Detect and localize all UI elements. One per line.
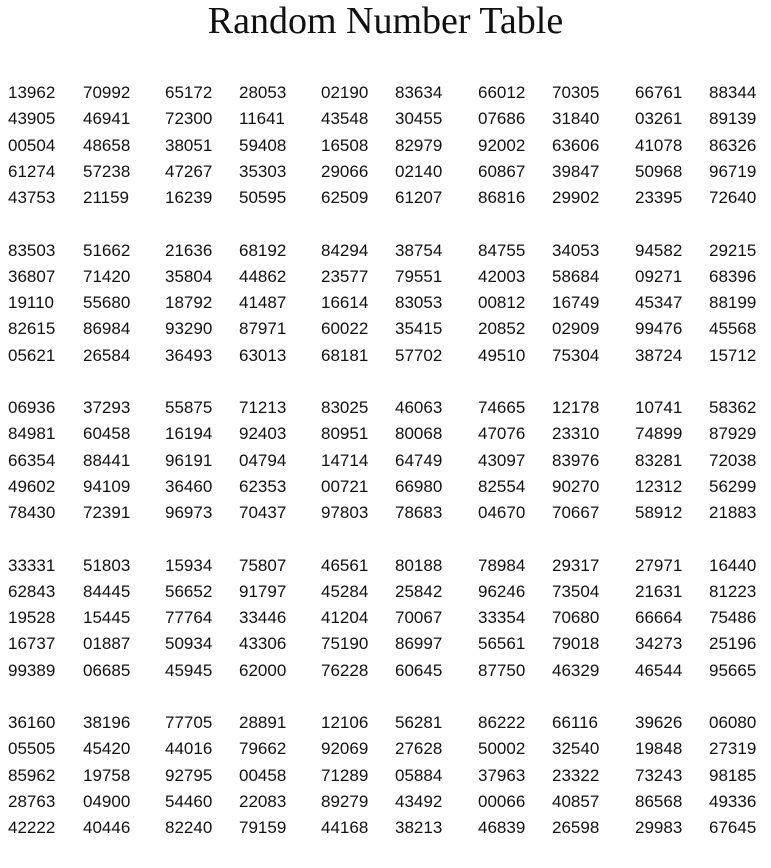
number-block [0,553,771,711]
number-block [0,238,771,396]
number-cell: 21631 [635,581,683,601]
number-row [0,736,771,762]
number-cell: 45945 [165,660,213,680]
number-cell: 61207 [395,188,443,208]
number-cell: 62353 [239,476,287,496]
number-cell: 04670 [478,503,526,523]
number-cell: 00504 [8,135,56,155]
number-cell: 12106 [321,713,369,732]
number-cell: 38051 [165,135,213,155]
number-cell: 88441 [83,450,131,470]
number-cell: 28053 [239,83,287,102]
number-cell: 13962 [8,83,56,102]
number-cell: 50934 [165,634,213,654]
number-cell: 73504 [552,581,600,601]
number-cell: 78430 [8,503,56,523]
number-row [0,474,771,500]
number-cell: 55680 [83,293,131,313]
number-cell: 21636 [165,240,213,260]
number-cell: 25196 [709,634,757,654]
number-cell: 12178 [552,398,600,417]
number-cell: 58362 [709,398,757,417]
number-cell: 41487 [239,293,287,313]
number-cell: 03261 [635,109,683,129]
number-row [0,631,771,657]
number-block [0,710,771,868]
number-cell: 19758 [83,765,131,785]
number-cell: 40857 [552,791,600,811]
number-cell: 79662 [239,739,287,759]
random-number-table [0,80,771,868]
number-row [0,658,771,684]
number-cell: 36160 [8,713,56,732]
number-cell: 47076 [478,424,526,444]
number-cell: 83281 [635,450,683,470]
number-cell: 43306 [239,634,287,654]
number-row [0,448,771,474]
number-row [0,579,771,605]
number-cell: 41078 [635,135,683,155]
number-cell: 39626 [635,713,683,732]
number-cell: 98185 [709,765,757,785]
number-cell: 26598 [552,818,600,838]
number-cell: 92403 [239,424,287,444]
number-cell: 86984 [83,319,131,339]
number-cell: 68192 [239,240,287,260]
number-cell: 56281 [395,713,443,732]
number-cell: 10741 [635,398,683,417]
number-cell: 73243 [635,765,683,785]
number-cell: 97803 [321,503,369,523]
number-row [0,789,771,815]
number-cell: 99476 [635,319,683,339]
number-cell: 96973 [165,503,213,523]
number-cell: 42003 [478,266,526,286]
number-cell: 51662 [83,240,131,260]
number-cell: 38213 [395,818,443,838]
number-cell: 16508 [321,135,369,155]
number-row [0,290,771,316]
number-cell: 49510 [478,345,526,365]
number-cell: 60645 [395,660,443,680]
number-cell: 72391 [83,503,131,523]
number-cell: 92069 [321,739,369,759]
number-cell: 81223 [709,581,757,601]
number-cell: 70305 [552,83,600,102]
number-cell: 36460 [165,476,213,496]
number-cell: 66980 [395,476,443,496]
number-cell: 79551 [395,266,443,286]
number-cell: 19528 [8,608,56,628]
number-row [0,395,771,421]
number-cell: 23310 [552,424,600,444]
number-cell: 66664 [635,608,683,628]
number-cell: 72300 [165,109,213,129]
number-cell: 45420 [83,739,131,759]
number-row [0,710,771,736]
number-cell: 80951 [321,424,369,444]
number-cell: 83634 [395,83,443,102]
number-cell: 00066 [478,791,526,811]
number-cell: 38754 [395,240,443,260]
number-cell: 00812 [478,293,526,313]
number-cell: 46941 [83,109,131,129]
number-cell: 54460 [165,791,213,811]
number-cell: 59408 [239,135,287,155]
number-cell: 50968 [635,161,683,181]
number-cell: 51803 [83,555,131,575]
number-block [0,80,771,238]
number-cell: 00458 [239,765,287,785]
number-cell: 42222 [8,818,56,838]
number-cell: 84755 [478,240,526,260]
number-cell: 45347 [635,293,683,313]
number-cell: 02190 [321,83,369,102]
number-cell: 66012 [478,83,526,102]
number-cell: 02140 [395,161,443,181]
number-cell: 50002 [478,739,526,759]
number-cell: 56561 [478,634,526,654]
number-cell: 70680 [552,608,600,628]
number-cell: 83976 [552,450,600,470]
number-cell: 77705 [165,713,213,732]
number-cell: 83053 [395,293,443,313]
number-cell: 96191 [165,450,213,470]
number-cell: 49336 [709,791,757,811]
number-cell: 44016 [165,739,213,759]
number-cell: 99389 [8,660,56,680]
number-cell: 27319 [709,739,757,759]
number-cell: 96246 [478,581,526,601]
number-block [0,395,771,553]
number-cell: 71289 [321,765,369,785]
number-cell: 76228 [321,660,369,680]
number-cell: 45568 [709,319,757,339]
number-cell: 56652 [165,581,213,601]
number-cell: 00721 [321,476,369,496]
number-cell: 68396 [709,266,757,286]
number-cell: 62000 [239,660,287,680]
number-cell: 66761 [635,83,683,102]
number-cell: 70667 [552,503,600,523]
number-cell: 21883 [709,503,757,523]
number-cell: 23322 [552,765,600,785]
number-cell: 15934 [165,555,213,575]
number-cell: 89139 [709,109,757,129]
number-cell: 65172 [165,83,213,102]
number-cell: 07686 [478,109,526,129]
number-row [0,500,771,526]
number-cell: 74665 [478,398,526,417]
number-cell: 46561 [321,555,369,575]
number-cell: 09271 [635,266,683,286]
number-cell: 34053 [552,240,600,260]
number-row [0,343,771,369]
number-row [0,815,771,841]
number-cell: 96719 [709,161,757,181]
number-row [0,316,771,342]
number-cell: 84294 [321,240,369,260]
number-cell: 44862 [239,266,287,286]
number-cell: 55875 [165,398,213,417]
number-cell: 82240 [165,818,213,838]
number-cell: 82979 [395,135,443,155]
number-cell: 61274 [8,161,56,181]
number-cell: 43097 [478,450,526,470]
number-cell: 06936 [8,398,56,417]
number-cell: 19110 [8,293,55,313]
number-cell: 12312 [635,476,683,496]
number-cell: 57238 [83,161,131,181]
number-cell: 19848 [635,739,683,759]
number-cell: 33354 [478,608,526,628]
number-cell: 82554 [478,476,526,496]
number-cell: 01887 [83,634,131,654]
number-cell: 29215 [709,240,757,260]
number-cell: 75486 [709,608,757,628]
number-cell: 15445 [83,608,131,628]
number-row [0,238,771,264]
number-cell: 87750 [478,660,526,680]
number-cell: 23577 [321,266,369,286]
number-cell: 35804 [165,266,213,286]
number-cell: 78984 [478,555,526,575]
number-cell: 43548 [321,109,369,129]
number-cell: 36807 [8,266,56,286]
number-cell: 18792 [165,293,213,313]
number-row [0,605,771,631]
number-cell: 64749 [395,450,443,470]
number-cell: 79159 [239,818,287,838]
number-cell: 34273 [635,634,683,654]
number-cell: 84445 [83,581,131,601]
number-cell: 66354 [8,450,56,470]
number-cell: 77764 [165,608,213,628]
number-cell: 86222 [478,713,526,732]
number-cell: 70067 [395,608,443,628]
number-cell: 35303 [239,161,287,181]
number-cell: 38196 [83,713,131,732]
number-cell: 66116 [552,713,599,732]
number-cell: 75304 [552,345,600,365]
number-cell: 44168 [321,818,369,838]
number-cell: 16239 [165,188,213,208]
number-cell: 14714 [321,450,369,470]
number-cell: 32540 [552,739,600,759]
number-cell: 48658 [83,135,131,155]
number-cell: 88199 [709,293,757,313]
number-cell: 46544 [635,660,683,680]
number-cell: 49602 [8,476,56,496]
number-cell: 43905 [8,109,56,129]
number-cell: 46329 [552,660,600,680]
number-row [0,264,771,290]
number-cell: 89279 [321,791,369,811]
number-cell: 02909 [552,319,600,339]
number-cell: 86816 [478,188,526,208]
number-cell: 20852 [478,319,526,339]
number-cell: 83025 [321,398,369,417]
number-cell: 37963 [478,765,526,785]
number-cell: 86568 [635,791,683,811]
number-cell: 43492 [395,791,443,811]
number-cell: 88344 [709,83,757,102]
number-row [0,553,771,579]
number-cell: 45284 [321,581,369,601]
number-cell: 21159 [83,188,130,208]
number-cell: 60867 [478,161,526,181]
number-cell: 86997 [395,634,443,654]
number-cell: 39847 [552,161,600,181]
number-cell: 72038 [709,450,757,470]
number-cell: 16194 [165,424,213,444]
number-cell: 72640 [709,188,757,208]
number-cell: 57702 [395,345,443,365]
number-cell: 33446 [239,608,287,628]
number-cell: 16614 [321,293,369,313]
number-cell: 71213 [239,398,287,417]
number-cell: 91797 [239,581,287,601]
number-cell: 87929 [709,424,757,444]
number-cell: 28763 [8,791,56,811]
number-cell: 06080 [709,713,757,732]
number-cell: 85962 [8,765,56,785]
number-cell: 62843 [8,581,56,601]
number-cell: 29902 [552,188,600,208]
number-cell: 27628 [395,739,443,759]
number-cell: 40446 [83,818,131,838]
number-cell: 56299 [709,476,757,496]
number-cell: 94582 [635,240,683,260]
number-cell: 43753 [8,188,56,208]
number-cell: 75190 [321,634,369,654]
number-cell: 47267 [165,161,213,181]
number-cell: 46839 [478,818,526,838]
number-cell: 74899 [635,424,683,444]
number-cell: 23395 [635,188,683,208]
number-row [0,133,771,159]
number-cell: 26584 [83,345,131,365]
number-cell: 28891 [239,713,287,732]
number-cell: 31840 [552,109,600,129]
number-cell: 70437 [239,503,287,523]
number-cell: 75807 [239,555,287,575]
number-cell: 05505 [8,739,56,759]
number-cell: 25842 [395,581,443,601]
number-cell: 38724 [635,345,683,365]
number-cell: 16737 [8,634,56,654]
number-cell: 41204 [321,608,369,628]
number-cell: 35415 [395,319,443,339]
number-cell: 22083 [239,791,287,811]
number-cell: 83503 [8,240,56,260]
number-cell: 15712 [709,345,757,365]
number-cell: 82615 [8,319,56,339]
page-title: Random Number Table [207,0,564,42]
number-cell: 90270 [552,476,600,496]
number-cell: 60458 [83,424,131,444]
number-cell: 86326 [709,135,757,155]
number-cell: 63606 [552,135,600,155]
number-cell: 27971 [635,555,683,575]
number-cell: 05621 [8,345,56,365]
number-row [0,80,771,106]
number-cell: 68181 [321,345,369,365]
number-cell: 04900 [83,791,131,811]
number-cell: 29317 [552,555,600,575]
number-cell: 95665 [709,660,757,680]
number-cell: 62509 [321,188,369,208]
number-row [0,106,771,132]
number-cell: 79018 [552,634,600,654]
number-cell: 94109 [83,476,131,496]
number-row [0,159,771,185]
number-cell: 93290 [165,319,213,339]
number-cell: 92002 [478,135,526,155]
number-row [0,763,771,789]
number-cell: 16749 [552,293,600,313]
number-cell: 58684 [552,266,600,286]
number-cell: 71420 [83,266,131,286]
number-cell: 50595 [239,188,287,208]
number-cell: 04794 [239,450,287,470]
number-cell: 60022 [321,319,369,339]
number-row [0,185,771,211]
number-cell: 80068 [395,424,443,444]
number-cell: 36493 [165,345,213,365]
number-cell: 70992 [83,83,131,102]
number-cell: 29983 [635,818,683,838]
number-cell: 63013 [239,345,287,365]
number-cell: 06685 [83,660,131,680]
number-cell: 58912 [635,503,683,523]
number-cell: 84981 [8,424,56,444]
number-cell: 30455 [395,109,443,129]
number-row [0,421,771,447]
number-cell: 33331 [8,555,56,575]
number-cell: 16440 [709,555,757,575]
number-cell: 80188 [395,555,443,575]
number-cell: 67645 [709,818,757,838]
number-cell: 78683 [395,503,443,523]
number-cell: 92795 [165,765,213,785]
number-cell: 87971 [239,319,287,339]
number-cell: 46063 [395,398,443,417]
number-cell: 11641 [239,109,286,129]
number-cell: 37293 [83,398,131,417]
number-cell: 29066 [321,161,369,181]
number-cell: 05884 [395,765,443,785]
